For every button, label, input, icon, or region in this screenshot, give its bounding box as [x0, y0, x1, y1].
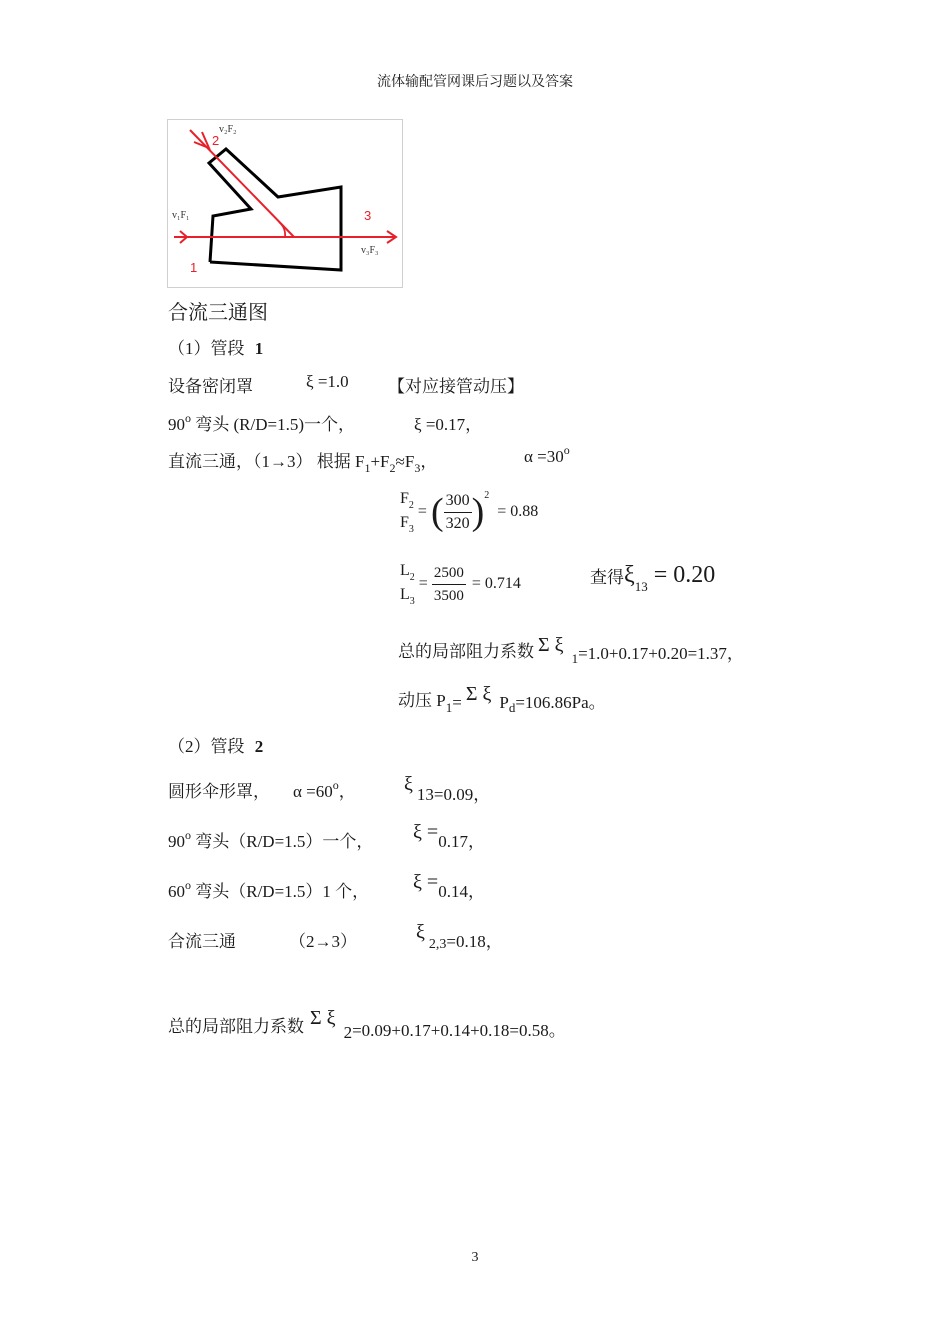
page-header: 流体输配管网课后习题以及答案 — [377, 75, 573, 90]
seg1-pd-label: 动压 P — [398, 691, 446, 710]
eq1-lhs-sub-den: 3 — [408, 524, 414, 535]
seg1-line1 — [168, 372, 253, 397]
eq2-lhs — [400, 560, 415, 608]
seg1-pd-sym: Σ ξ — [465, 683, 492, 705]
seg2-line4-path: （2→3） — [289, 932, 357, 951]
seg1-total-label: 总的局部阻力系数 — [398, 642, 534, 661]
angle-arc — [279, 222, 285, 237]
tee-junction-figure — [167, 119, 403, 288]
seg2-line4-label: 合流三通 — [168, 932, 236, 951]
lookup-label: 查得 — [590, 568, 624, 587]
eq1-lhs-den: F — [400, 514, 409, 531]
label-2: 2 — [212, 133, 220, 148]
seg1-line3-s2: 2 — [389, 461, 396, 475]
seg1-pd-p: P — [499, 693, 509, 712]
seg1-line3-approx: ≈F — [395, 452, 415, 471]
seg2-line2-val: 0.17， — [438, 832, 485, 851]
seg2-line1-xi-sym: ξ — [404, 773, 413, 795]
eq2-num: 2500 — [432, 562, 466, 585]
seg2-line1-val: =0.09， — [433, 785, 491, 804]
seg2-line2-b: 弯头（R/D=1.5）一个， — [191, 832, 374, 851]
seg2-line3-sup: o — [185, 878, 191, 892]
seg1-pd-val: =106.86Pa。 — [515, 693, 606, 712]
eq2-den: 3500 — [433, 587, 464, 604]
seg2-line1-xi — [404, 770, 491, 804]
seg1-line3-label: 直流三通，（1→3） 根据 F — [168, 452, 365, 471]
eq2-frac — [432, 562, 466, 607]
eq1-lhs — [400, 488, 414, 536]
seg1-heading — [168, 334, 263, 359]
label-1: 1 — [190, 260, 198, 275]
seg2-line4-xi — [416, 918, 503, 952]
seg1-line3-s1: 1 — [364, 461, 371, 475]
tee-outline — [209, 149, 341, 270]
tee-junction-diagram — [168, 120, 402, 287]
seg1-line3-mid: +F — [370, 452, 390, 471]
seg2-line3-xi-sym: ξ = — [413, 871, 439, 893]
seg2-total-sym: Σ ξ — [310, 1007, 336, 1029]
seg1-line1-xi: ξ =1.0 — [306, 372, 349, 391]
eq1-frac — [444, 490, 472, 535]
seg2-line1-alpha-sup: o — [332, 778, 339, 792]
seg1-line2-b: 弯头 (R/D=1.5)一个， — [191, 415, 355, 434]
seg2-total-sub: 2 — [343, 1023, 353, 1042]
seg1-heading-text: （1）管段 — [168, 339, 245, 358]
lookup-xi: ξ — [624, 562, 635, 588]
label-v1f1: v₁F₁ — [172, 210, 190, 221]
label-v2f2: v₂F₂ — [219, 124, 237, 135]
seg2-line3-val: 0.14， — [438, 882, 485, 901]
seg2-total-val: =0.09+0.17+0.14+0.18=0.58。 — [352, 1021, 566, 1040]
eq1 — [400, 488, 538, 536]
seg1-total-val: =1.0+0.17+0.20=1.37， — [578, 644, 744, 663]
seg2-line4-val: =0.18， — [446, 932, 503, 951]
seg1-line3-s3: 3 — [414, 461, 421, 475]
seg2-heading-text: （2）管段 — [168, 737, 245, 756]
seg2-line2-xi — [413, 818, 485, 851]
eq2-lhs-sub-num: 2 — [409, 572, 415, 583]
seg2-line1-alpha — [293, 777, 356, 802]
page-number: 3 — [471, 1250, 479, 1265]
seg2-line3 — [168, 877, 369, 902]
arrow-head-2 — [194, 132, 209, 148]
lookup-sub: 13 — [634, 579, 648, 595]
seg1-pd-sub1: 1 — [445, 700, 453, 715]
label-3: 3 — [364, 208, 372, 223]
seg1-pd-sub2: d — [508, 700, 516, 715]
eq1-pow: 2 — [484, 490, 490, 501]
seg1-line2-xi: ξ =0.17， — [414, 415, 483, 434]
seg1-total-sub: 1 — [571, 651, 579, 666]
seg2-heading — [168, 732, 263, 757]
seg1-line3-alpha-text: α =30 — [524, 447, 564, 466]
eq2-lhs-den: L — [400, 586, 410, 603]
seg2-line2-a: 90 — [168, 832, 185, 851]
seg1-line3-alpha-sup: o — [563, 443, 570, 457]
figure-caption: 合流三通图 — [168, 302, 268, 324]
eq1-lhs-num: F — [400, 490, 409, 507]
seg2-line4-xi-sym: ξ — [416, 921, 425, 943]
seg1-line3 — [168, 447, 438, 475]
seg2-line3-a: 60 — [168, 882, 185, 901]
eq1-rparen: ) — [471, 491, 485, 533]
label-v3f3: v₃F₃ — [361, 245, 379, 256]
seg2-line1-sub: 13 — [416, 785, 434, 804]
seg1-line3-alpha — [524, 443, 570, 467]
seg1-total-sym: Σ ξ — [538, 634, 564, 656]
eq2-lhs-num: L — [400, 562, 410, 579]
seg1-line2-a: 90 — [168, 415, 185, 434]
seg2-line3-b: 弯头（R/D=1.5）1 个， — [191, 882, 370, 901]
seg1-pd-eq: = — [452, 693, 462, 712]
seg1-line1-note: 【对应接管动压】 — [388, 377, 524, 396]
seg1-heading-num: 1 — [254, 339, 264, 358]
eq2 — [400, 560, 521, 608]
eq1-num: 300 — [444, 490, 472, 513]
seg2-line1-label: 圆形伞形罩， — [168, 782, 270, 801]
seg2-line2-xi-sym: ξ = — [413, 821, 439, 843]
seg1-total — [398, 634, 744, 666]
seg2-line2-sup: o — [185, 828, 191, 842]
seg2-line3-xi — [413, 868, 485, 901]
eq2-result: = 0.714 — [471, 575, 521, 592]
eq1-lparen: ( — [430, 491, 444, 533]
eq1-equals: = — [417, 503, 427, 520]
lookup — [590, 562, 716, 595]
seg2-line2 — [168, 827, 373, 852]
seg2-heading-num: 2 — [254, 737, 264, 756]
seg1-line2-sup: o — [185, 411, 191, 425]
eq2-lhs-sub-den: 3 — [409, 596, 415, 607]
seg2-line1-comma: ， — [338, 782, 356, 801]
eq2-equals: = — [418, 575, 428, 592]
seg1-line3-comma: ， — [420, 452, 438, 471]
eq1-lhs-sub-num: 2 — [408, 500, 414, 511]
seg2-line4-sub: 2,3 — [428, 937, 447, 952]
seg2-total — [168, 1007, 566, 1042]
seg2-line1-alpha-text: α =60 — [293, 782, 333, 801]
eq1-den: 320 — [445, 514, 470, 532]
eq1-result: = 0.88 — [497, 503, 539, 520]
seg1-line1-label: 设备密闭罩 — [168, 377, 253, 396]
seg1-line2 — [168, 410, 355, 435]
seg2-total-label: 总的局部阻力系数 — [168, 1017, 304, 1036]
seg1-pd — [398, 683, 606, 715]
lookup-val: = 0.20 — [653, 562, 716, 588]
